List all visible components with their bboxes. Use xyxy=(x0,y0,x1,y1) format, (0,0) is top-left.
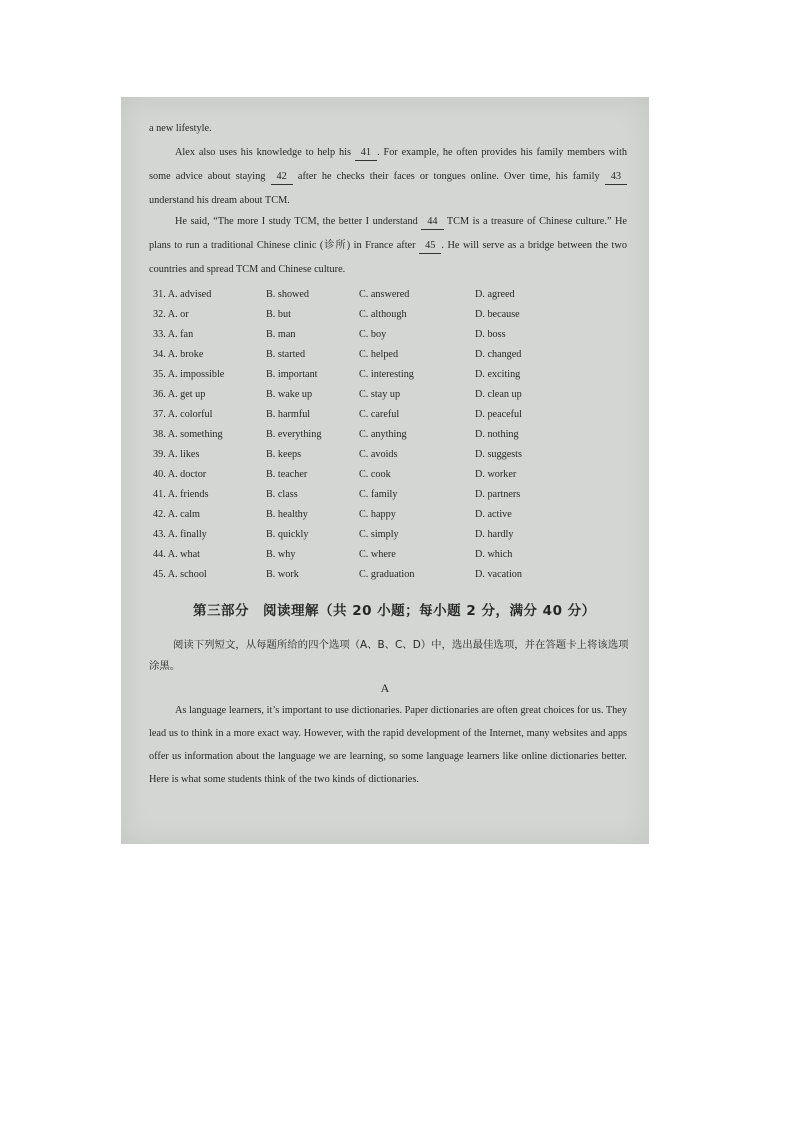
option-d: D. active xyxy=(475,509,512,520)
option-row xyxy=(153,365,623,385)
option-d: D. suggests xyxy=(475,449,522,460)
option-d: D. agreed xyxy=(475,289,515,300)
option-b: B. but xyxy=(266,309,291,320)
option-d: D. partners xyxy=(475,489,521,500)
option-c: C. helped xyxy=(359,349,399,360)
option-d: D. nothing xyxy=(475,429,519,440)
option-d: D. clean up xyxy=(475,389,522,400)
p1-text-3: after he checks their faces or tongues online. Over time, his family xyxy=(297,171,600,182)
passage-a-body: As language learners, it’s important to use dictionaries. Paper dictionaries are often great choices for us. They lead us to think in a more exact way. However, with the rapid development of the Internet, many websites and apps offer us information about the language we are learning, so some language learners like online dictionaries better. Here is what some students think of the two kinds of dictionaries. xyxy=(149,705,627,785)
exam-page-photo xyxy=(121,97,649,844)
section-instructions xyxy=(149,635,629,677)
option-a: 42. A. calm xyxy=(153,509,200,520)
option-b: B. class xyxy=(266,489,298,500)
option-b: B. important xyxy=(266,369,318,380)
option-c: C. family xyxy=(359,489,398,500)
option-c: C. careful xyxy=(359,409,400,420)
option-c: C. where xyxy=(359,549,396,560)
option-b: B. work xyxy=(266,569,299,580)
option-row xyxy=(153,465,623,485)
intro-tail-text: a new lifestyle. xyxy=(149,123,212,134)
passage-label: A xyxy=(380,681,390,695)
option-a: 38. A. something xyxy=(153,429,223,440)
option-c: C. simply xyxy=(359,529,399,540)
option-row xyxy=(153,445,623,465)
option-row xyxy=(153,345,623,365)
option-row xyxy=(153,305,623,325)
option-d: D. boss xyxy=(475,329,506,340)
option-d: D. peaceful xyxy=(475,409,522,420)
option-a: 37. A. colorful xyxy=(153,409,213,420)
option-d: D. worker xyxy=(475,469,517,480)
option-d: D. hardly xyxy=(475,529,514,540)
option-d: D. exciting xyxy=(475,369,521,380)
blank-43: 43 xyxy=(605,170,627,185)
option-c: C. happy xyxy=(359,509,396,520)
option-row xyxy=(153,285,623,305)
blank-42: 42 xyxy=(271,170,293,185)
option-c: C. anything xyxy=(359,429,407,440)
option-c: C. interesting xyxy=(359,369,414,380)
option-c: C. stay up xyxy=(359,389,401,400)
option-row xyxy=(153,525,623,545)
intro-tail xyxy=(149,117,627,141)
option-d: D. because xyxy=(475,309,520,320)
option-a: 41. A. friends xyxy=(153,489,209,500)
option-row xyxy=(153,565,623,585)
blank-41: 41 xyxy=(355,146,377,161)
option-b: B. started xyxy=(266,349,306,360)
option-b: B. showed xyxy=(266,289,310,300)
option-row xyxy=(153,485,623,505)
option-c: C. graduation xyxy=(359,569,415,580)
option-a: 44. A. what xyxy=(153,549,200,560)
option-row xyxy=(153,545,623,565)
option-b: B. teacher xyxy=(266,469,308,480)
option-a: 43. A. finally xyxy=(153,529,207,540)
option-a: 40. A. doctor xyxy=(153,469,207,480)
p2-text-3: . He will serve as a bridge between the two countries and spread TCM and Chinese culture. xyxy=(149,240,628,275)
option-d: D. changed xyxy=(475,349,522,360)
option-b: B. why xyxy=(266,549,296,560)
option-b: B. everything xyxy=(266,429,322,440)
option-c: C. boy xyxy=(359,329,387,340)
option-a: 45. A. school xyxy=(153,569,207,580)
option-c: C. avoids xyxy=(359,449,398,460)
option-a: 31. A. advised xyxy=(153,289,212,300)
option-row xyxy=(153,385,623,405)
option-c: C. although xyxy=(359,309,407,320)
option-a: 32. A. or xyxy=(153,309,189,320)
option-d: D. vacation xyxy=(475,569,522,580)
option-row xyxy=(153,325,623,345)
p1-text-4: understand his dream about TCM. xyxy=(149,195,290,206)
option-a: 39. A. likes xyxy=(153,449,200,460)
p2-text-1: He said, “The more I study TCM, the better I understand xyxy=(175,216,418,227)
option-a: 35. A. impossible xyxy=(153,369,225,380)
option-row xyxy=(153,405,623,425)
option-b: B. wake up xyxy=(266,389,313,400)
option-b: B. quickly xyxy=(266,529,309,540)
p2-text-2: TCM is a treasure of Chinese culture.” He plans to run a traditional Chinese clinic (诊所) in France after xyxy=(149,216,627,251)
option-a: 36. A. get up xyxy=(153,389,206,400)
option-b: B. harmful xyxy=(266,409,311,420)
option-d: D. which xyxy=(475,549,513,560)
option-a: 34. A. broke xyxy=(153,349,204,360)
p1-text-2: . For example, he often provides his family members with some advice about staying xyxy=(149,147,627,182)
instructions-text: 阅读下列短文，从每题所给的四个选项（A、B、C、D）中，选出最佳选项，并在答题卡上将该选项涂黑。 xyxy=(149,639,629,672)
option-b: B. man xyxy=(266,329,296,340)
option-a: 33. A. fan xyxy=(153,329,194,340)
blank-44: 44 xyxy=(421,215,443,230)
option-row xyxy=(153,505,623,525)
option-c: C. cook xyxy=(359,469,391,480)
p1-text-1: Alex also uses his knowledge to help his xyxy=(175,147,351,158)
passage-a-text xyxy=(149,699,627,791)
option-row xyxy=(153,425,623,445)
blank-45: 45 xyxy=(419,239,441,254)
option-b: B. keeps xyxy=(266,449,302,460)
paragraph-alex-plan xyxy=(149,210,627,282)
option-b: B. healthy xyxy=(266,509,308,520)
option-c: C. answered xyxy=(359,289,410,300)
section-title: 第三部分 阅读理解（共 20 小题；每小题 2 分，满分 40 分） xyxy=(193,603,596,619)
paragraph-alex-help xyxy=(149,141,627,213)
answer-options xyxy=(153,285,623,585)
